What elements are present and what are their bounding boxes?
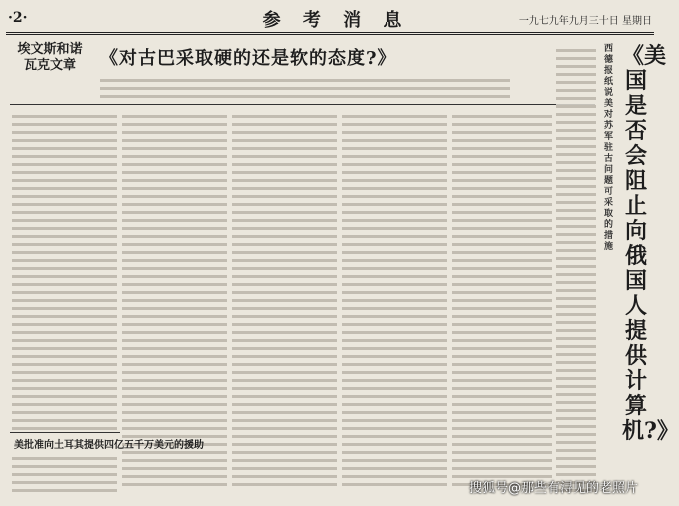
article-author: 埃文斯和诺瓦克文章 xyxy=(17,42,83,73)
divider xyxy=(10,432,120,433)
article-column-2 xyxy=(122,110,227,490)
article-headline: 《对古巴采取硬的还是软的态度?》 xyxy=(100,48,397,69)
divider xyxy=(10,104,595,105)
subhead: 美批准向土耳其提供四亿五千万美元的援助 xyxy=(14,440,204,451)
article-column-5 xyxy=(452,110,552,490)
side-article-column xyxy=(556,44,596,494)
lead-paragraph xyxy=(100,74,510,100)
article-column-1 xyxy=(12,110,117,430)
side-headline-text: 《美国是否会阻止向俄国人提供计算机?》 xyxy=(622,43,679,444)
page-number: ·2· xyxy=(8,10,28,26)
watermark: 搜狐号@那些有浔见的老照片 xyxy=(468,481,638,496)
article-column-4 xyxy=(342,110,447,490)
side-kicker: 西德报纸说美对苏军驻古问题可采取的措施 xyxy=(604,44,614,252)
masthead xyxy=(6,4,654,35)
side-headline xyxy=(600,43,679,444)
paper-date: 一九七九年九月三十日 星期日 xyxy=(518,16,652,27)
paper-title: 参 考 消 息 xyxy=(262,10,410,31)
article-column-3 xyxy=(232,110,337,490)
subhead-body xyxy=(12,452,117,494)
